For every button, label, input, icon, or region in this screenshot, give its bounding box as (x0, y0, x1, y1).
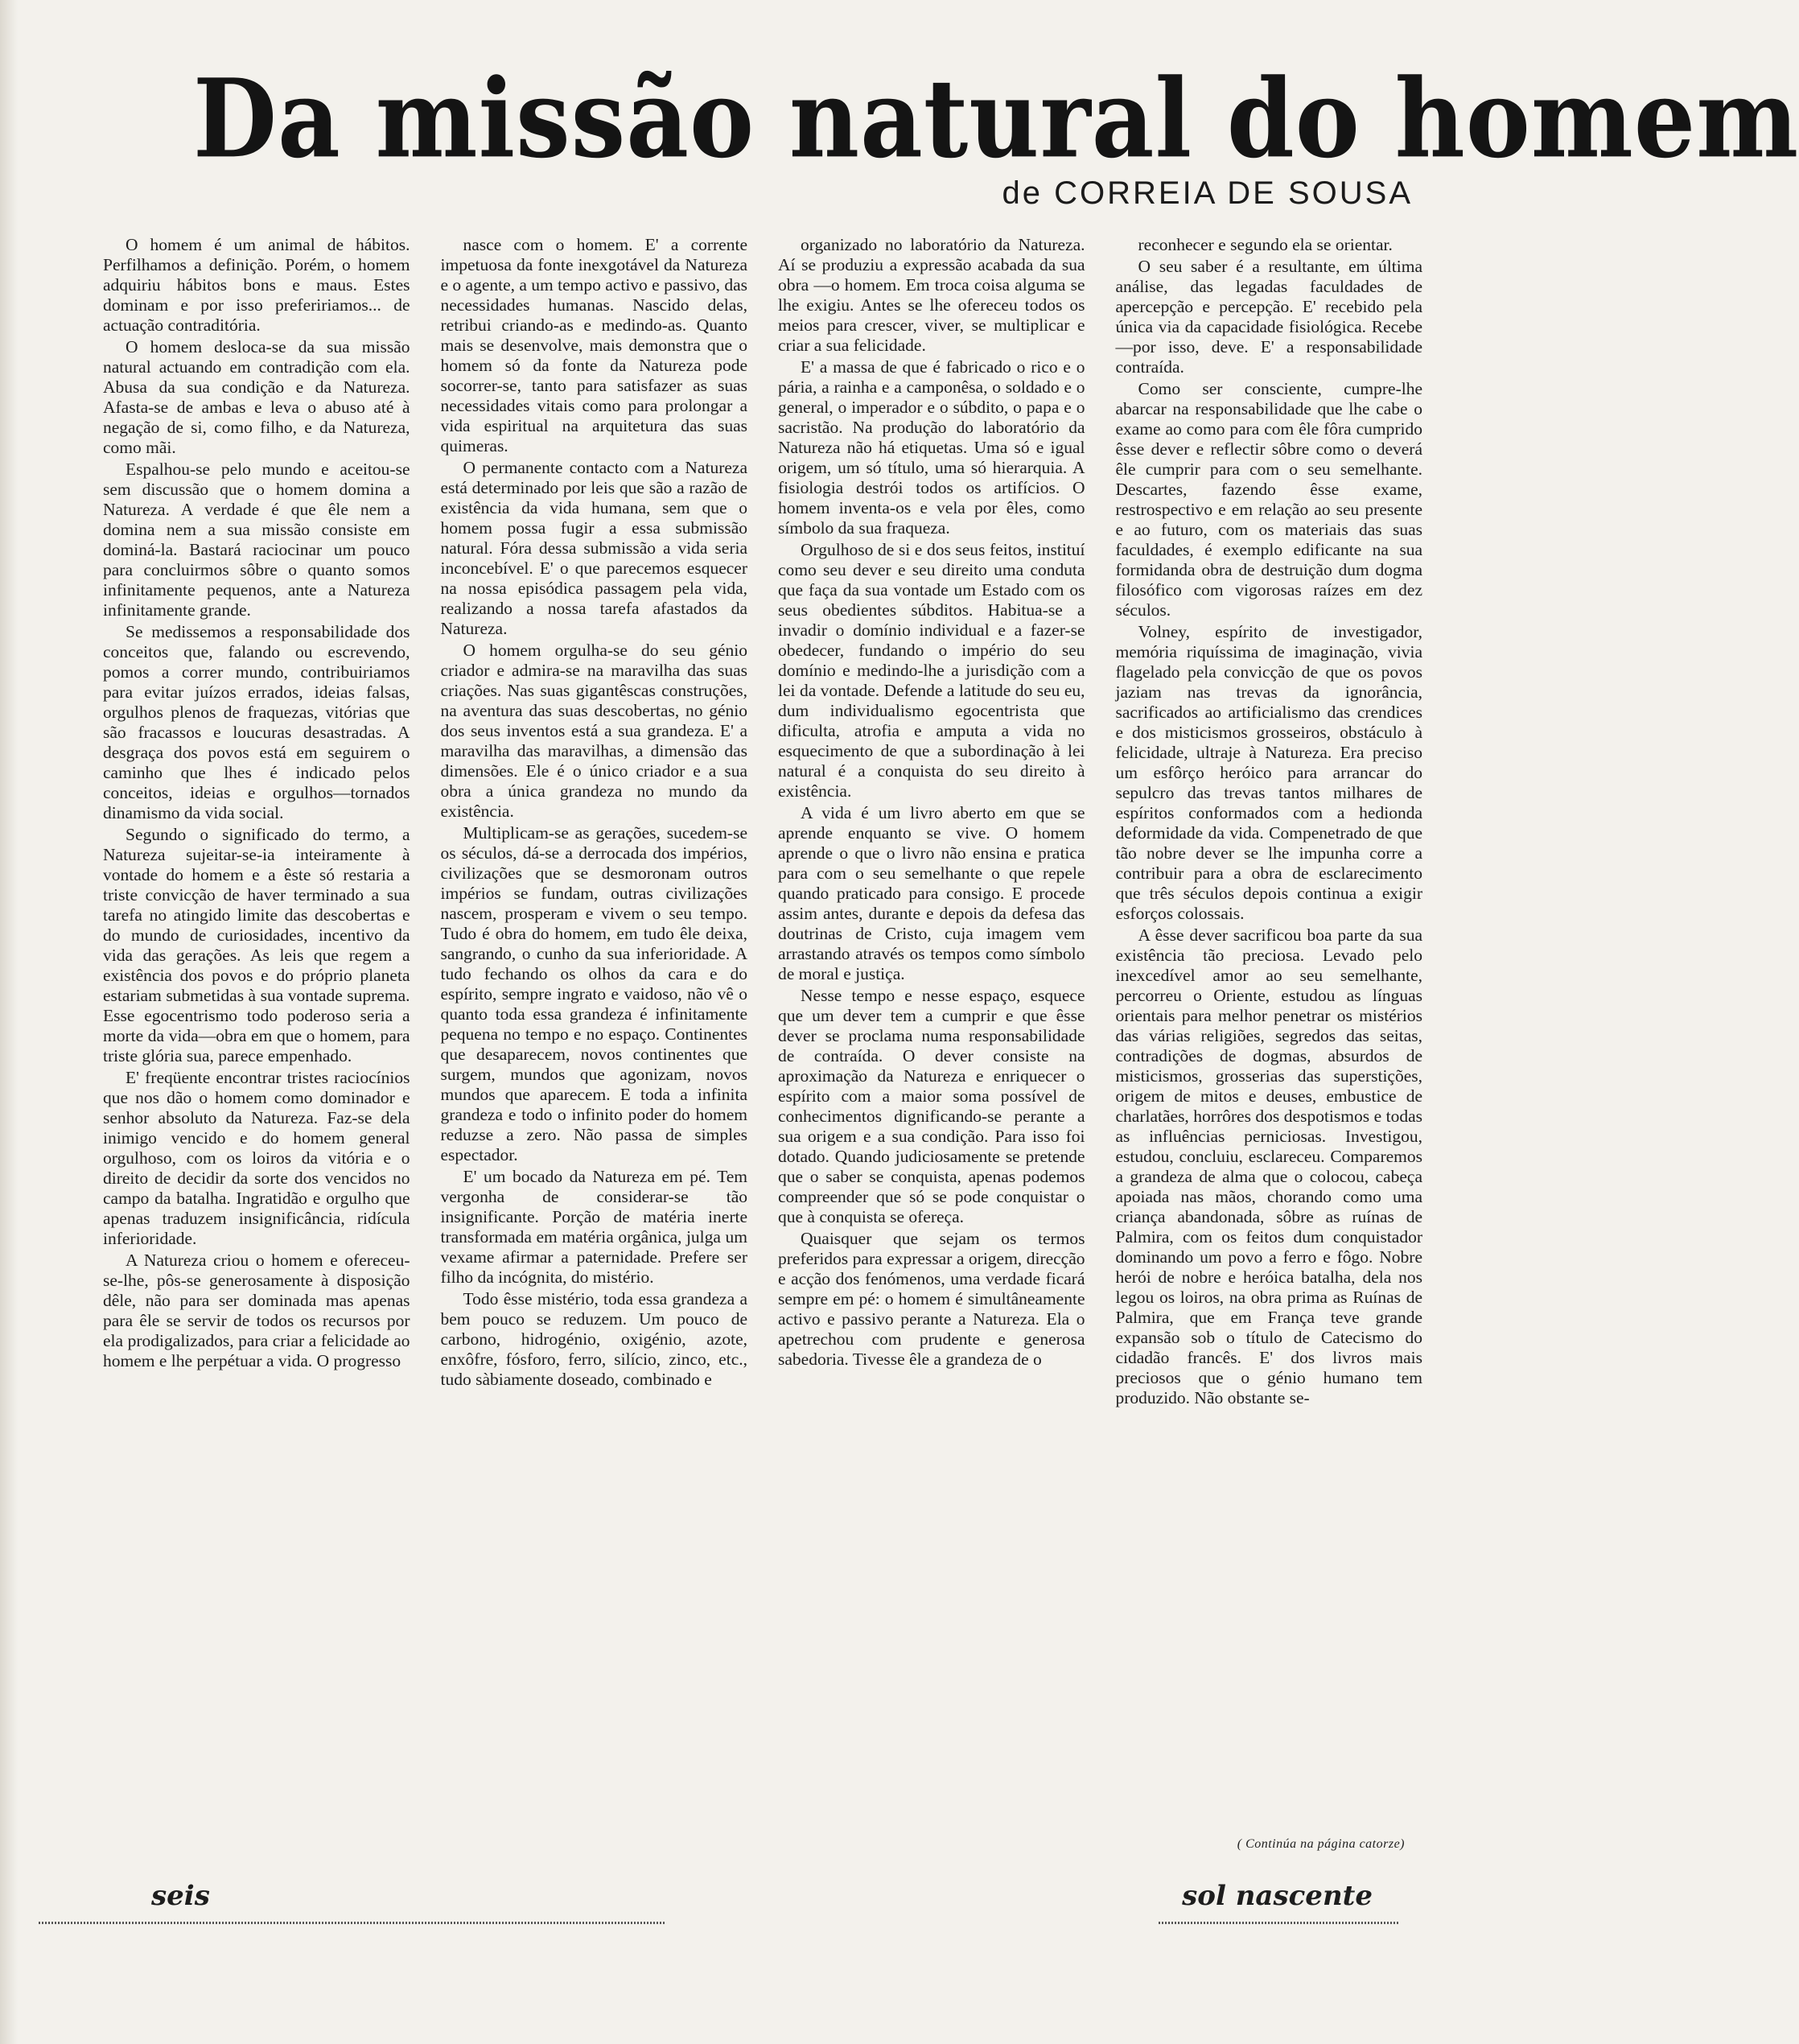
paragraph: O permanente contacto com a Natureza está determinado por leis que são a razão de existência da vida humana, sem que o homem possa fugir a essa submissão natural. Fóra dessa submissão a vida seria inconcebível. E' o que parecemos esquecer na nossa episódica passagem pela vida, realizando a nossa tarefa afastados da Natureza. (440, 458, 747, 638)
scan-edge (0, 0, 18, 2044)
paragraph: A vida é um livro aberto em que se aprende enquanto se vive. O homem aprende o que o livro não ensina e pratica para com o seu semelhante o que repele quando praticado para consigo. E procede assim antes, durante e depois da defesa das doutrinas de Cristo, cuja imagem vem arrastando através os tempos como símbolo de moral e justiça. (778, 803, 1085, 983)
paragraph: Como ser consciente, cumpre-lhe abarcar na responsabilidade que lhe cabe o exame ao como para com êle fôra cumprido êsse dever e reflectir sôbre como o deverá êle cumprir para com o seu semelhante. Descartes, fazendo êsse exame, restrospectivo e em relação ao seu presente e ao futuro, com os materiais das suas faculdades, é exemplo edificante na sua formidanda obra de destruição dum dogma filosófico com vigorosas raízes em dez séculos. (1115, 379, 1422, 620)
paragraph: Quaisquer que sejam os termos preferidos para expressar a origem, direcção e acção dos fenómenos, uma verdade ficará sempre em pé: o homem é simultâneamente activo e passivo perante a Natureza. Ela o apetrechou com prudente e generosa sabedoria. Tivesse êle a grandeza de o (778, 1229, 1085, 1369)
paragraph: Volney, espírito de investigador, memória riquíssima de imaginação, vivia flagelado pela convicção de que os povos jaziam nas trevas da ignorância, sacrificados ao artificialismo das crendices e dos misticismos grosseiros, obstáculo à felicidade, ultraje à Natureza. Era preciso um esfôrço heróico para arrancar do sepulcro das trevas tantos milhares de espíritos conformados com a hedionda deformidade da vida. Compenetrado de que tão nobre dever se lhe impunha corre a contribuir para a obra de esclarecimento que três séculos depois continua a exigir esforços colossais. (1115, 622, 1422, 923)
column-1 (103, 235, 410, 1840)
paragraph: O homem orgulha-se do seu génio criador e admira-se na maravilha das suas criações. Nas suas gigantêscas construções, na aventura das suas descobertas, no génio dos seus inventos está a sua grandeza. E' a maravilha das maravilhas, a dimensão das dimensões. Ele é o único criador e a sua obra a única grandeza no mundo da existência. (440, 641, 747, 821)
article-title: Da missão natural do homem (193, 55, 1799, 183)
publication-name: sol nascente (1182, 1880, 1373, 1912)
paragraph: E' freqüente encontrar tristes raciocínios que nos dão o homem como dominador e senhor absoluto da Natureza. Faz-se dela inimigo vencido e do homem general orgulhoso, com os loiros da vitória e o direito de decidir da sorte dos vencidos no campo da batalha. Ingratidão e orgulho que apenas traduzem insignificância, ridícula inferioridade. (103, 1068, 410, 1248)
paragraph: Nesse tempo e nesse espaço, esquece que um dever tem a cumprir e que êsse dever se proclama numa responsabilidade de contraída. O dever consiste na aproximação da Natureza e enriquecer o espírito com a maior soma possível de conhecimentos dignificando-se perante a sua origem e a sua condição. Para isso foi dotado. Quando judiciosamente se pretende que o saber se conquista, apenas podemos compreender que só se pode conquistar o que à conquista se ofereça. (778, 986, 1085, 1226)
article-body (103, 235, 1422, 1840)
paragraph: reconhecer e segundo ela se orientar. (1138, 235, 1393, 254)
paragraph: Se medissemos a responsabilidade dos conceitos que, falando ou escrevendo, pomos a correr mundo, contribuiriamos para evitar juízos errados, ideias falsas, orgulhos plenos de fraquezas, vitórias que são fracassos e loucuras desastradas. A desgraça dos povos está em seguirem o caminho que lhes é indicado pelos conceitos, ideias e orgulhos—tornados dinamismo da vida social. (103, 622, 410, 822)
paragraph: E' a massa de que é fabricado o rico e o pária, a rainha e a camponêsa, o soldado e o general, o imperador e o súbdito, o papa e o sacristão. Na produção do laboratório da Natureza não há etiquetas. Uma só e igual origem, um só título, uma só hierarquia. A fisiologia destrói todos os artifícios. O homem inventa-os e vela por êles, como símbolo da sua fraqueza. (778, 357, 1085, 538)
paragraph: A êsse dever sacrificou boa parte da sua existência tão preciosa. Levado pelo inexcedível amor ao seu semelhante, percorreu o Oriente, estudou as línguas orientais para melhor penetrar os mistérios das várias religiões, segredos das seitas, contradições de dogmas, absurdos de misticismos, grosserias das superstições, origem de mitos e deuses, embustice de charlatães, horrôres dos despotismos e todas as influências perniciosas. Investigou, estudou, concluiu, esclareceu. Comparemos a grandeza de alma que o colocou, cabeça apoiada nas mãos, chorando como uma criança abandonada, sôbre as ruínas de Palmira, com os feitos dum conquistador dominando um povo a ferro e fôgo. Nobre herói de nobre e heróica batalha, dela nos legou os loiros, na obra prima as Ruínas de Palmira, que em França teve grande expansão sob o título de Catecismo do cidadão francês. E' dos livros mais preciosos que o génio humano tem produzido. Não obstante se- (1115, 925, 1422, 1407)
paragraph: Todo êsse mistério, toda essa grandeza a bem pouco se reduzem. Um pouco de carbono, hidrogénio, oxigénio, azote, enxôfre, fósforo, ferro, silício, zinco, etc., tudo sàbiamente doseado, combinado e (440, 1289, 747, 1389)
page-number: seis (151, 1880, 210, 1912)
paragraph: Multiplicam-se as gerações, sucedem-se os séculos, dá-se a derrocada dos impérios, civilizações que se desmoronam outros impérios se fundam, outras civilizações nascem, prosperam e vivem o seu tempo. Tudo é obra do homem, em tudo êle deixa, sangrando, o cunho da sua inferioridade. A tudo fechando os olhos da cara e do espírito, sempre ingrato e vaidoso, não vê o quanto toda essa grandeza é infinitamente pequena no tempo e no espaço. Continentes que desaparecem, novos continentes que surgem, mundos que agonizam, novos mundos que aparecem. E toda a infinita grandeza e todo o infinito poder do homem reduzse a zero. Não passa de simples espectador. (440, 823, 747, 1164)
paragraph: O homem é um animal de hábitos. Perfilhamos a definição. Porém, o homem adquiriu hábitos bons e maus. Estes dominam e por isso prefeririamos... de actuação contraditória. (103, 235, 410, 335)
article-byline: de CORREIA DE SOUSA (1002, 175, 1413, 211)
paragraph: Orgulhoso de si e dos seus feitos, instituí como seu dever e seu direito uma conduta que faça da sua vontade um Estado com os seus obedientes súbditos. Habitua-se a invadir o domínio individual e a fazer-se obedecer, fundando o império do seu domínio e medindo-lhe a jurisdição com a lei da vontade. Defende a latitude do seu eu, dum individualismo egocentrista que dificulta, atrofia e amputa a vida no esquecimento de que a subordinação à lei natural é a conquista do seu direito à existência. (778, 540, 1085, 801)
paragraph: organizado no laboratório da Natureza. Aí se produziu a expressão acabada da sua obra —o homem. Em troca coisa alguma se lhe exigiu. Antes se lhe ofereceu todos os meios para crescer, viver, se multiplicar e criar a sua felicidade. (778, 235, 1085, 355)
paragraph: nasce com o homem. E' a corrente impetuosa da fonte inexgotável da Natureza e o agente, a um tempo activo e passivo, das necessidades humanas. Nascido delas, retribui criando-as e medindo-as. Quanto mais se desenvolve, mais demonstra que o homem só da fonte da Natureza pode socorrer-se, tanto para satisfazer as suas necessidades vitais como para prolongar a vida espiritual na arquitetura das suas quimeras. (440, 235, 748, 455)
paragraph: E' um bocado da Natureza em pé. Tem vergonha de considerar-se tão insignificante. Porção de matéria inerte transformada em matéria orgânica, julga um vexame afirmar a paternidade. Prefere ser filho da incógnita, do mistério. (440, 1167, 747, 1287)
column-4 (1116, 235, 1423, 1840)
footer-rule-right (1159, 1922, 1400, 1924)
paragraph: O seu saber é a resultante, em última análise, das legadas faculdades de apercepção e percepção. E' recebido pela única via da capacidade fisiológica. Recebe—por isso, deve. E' a responsabilidade contraída. (1115, 257, 1422, 377)
column-2 (441, 235, 748, 1840)
footer-rule-left (39, 1922, 666, 1924)
continued-note: ( Continúa na página catorze) (1237, 1837, 1405, 1851)
paragraph: Segundo o significado do termo, a Natureza sujeitar-se-ia inteiramente à vontade do homem e a êste só restaria a triste convicção de haver terminado a sua tarefa no atingido limite das descobertas e do mundo de curiosidades, incentivo da vida das gerações. As leis que regem a existência dos povos e do próprio planeta estariam submetidas à sua vontade suprema. Esse egocentrismo todo poderoso seria a morte da vida—obra em que o homem, para triste glória sua, parece empenhado. (103, 825, 410, 1065)
paragraph: O homem desloca-se da sua missão natural actuando em contradição com ela. Abusa da sua condição e da Natureza. Afasta-se de ambas e leva o abuso até à negação de si, como filho, e da Natureza, como mãi. (103, 337, 410, 457)
paragraph: Espalhou-se pelo mundo e aceitou-se sem discussão que o homem domina a Natureza. A verdade é que êle nem a domina nem a sua missão consiste em dominá-la. Bastará raciocinar um pouco para concluirmos sôbre o quanto somos infinitamente pequenos, ante a Natureza infinitamente grande. (103, 459, 410, 620)
column-3 (778, 235, 1085, 1840)
paragraph: A Natureza criou o homem e ofereceu-se-lhe, pôs-se generosamente à disposição dêle, não para ser dominada mas apenas para êle se servir de todos os recursos por ela prodigalizados, para criar a felicidade ao homem e lhe perpétuar a vida. O progresso (103, 1251, 410, 1370)
